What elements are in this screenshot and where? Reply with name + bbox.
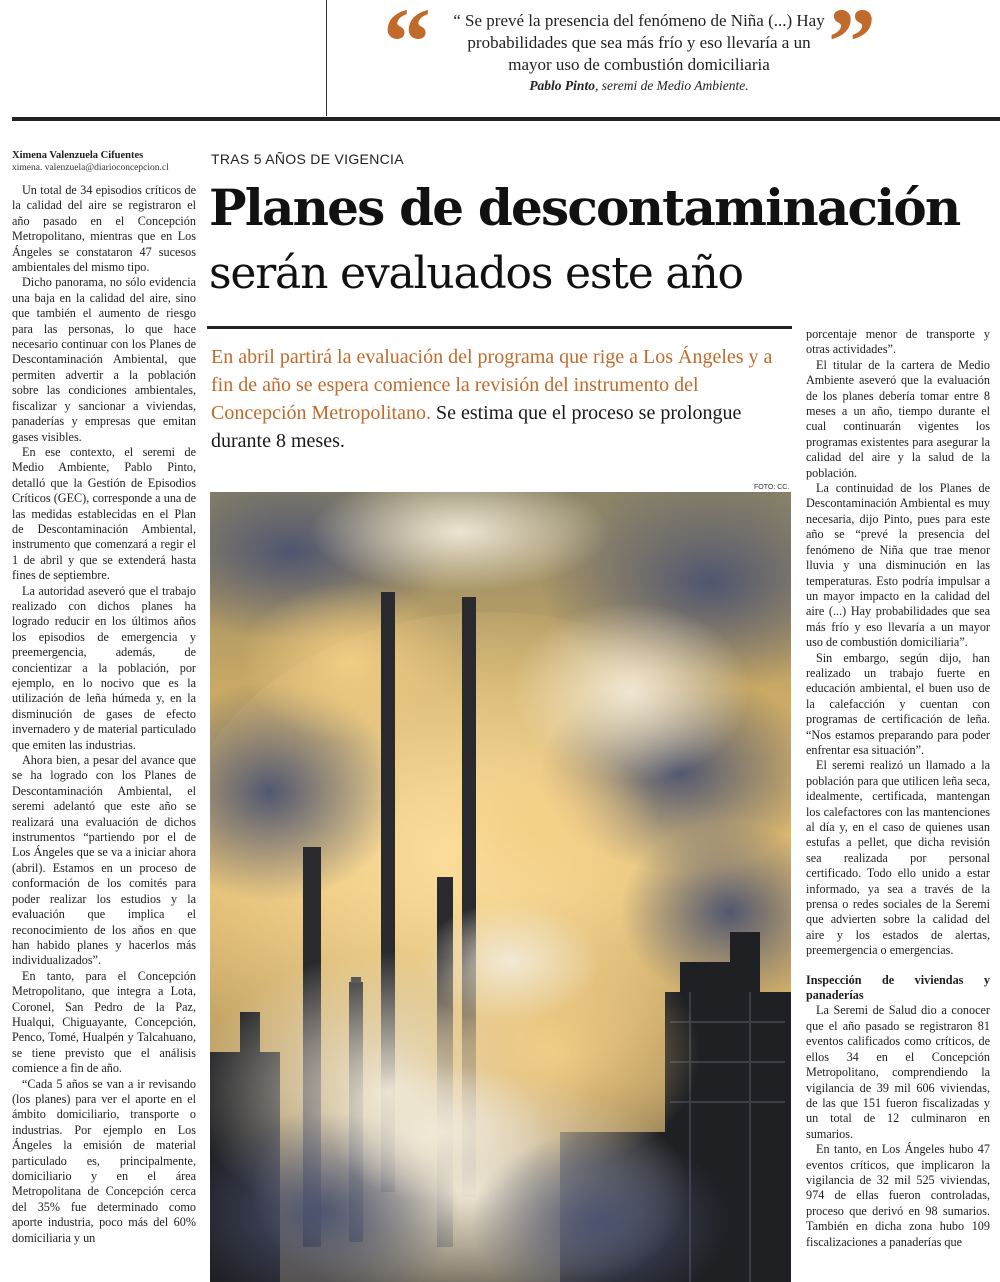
deck-rule (207, 326, 792, 329)
paragraph: “Cada 5 años se van a ir revisando (los planes) para ver el aporte en el ámbito domiciliario, transporte o industrias. Por ejemplo en Los Ángeles la emisión de material particulado es, principalmente, domiciliario y en el área Metropolitana de Concepción cerca del 35% fue determinado como aporte industria, poco más del 60% domiciliaria y un (12, 1076, 196, 1245)
paragraph: En ese contexto, el seremi de Medio Ambiente, Pablo Pinto, detalló que la Gestión de Episodios Críticos (GEC), corresponde a una de las medidas establecidas en el Plan de Descontaminación Ambiental, instrumento que comenzará a regir el 1 de abril y que se extenderá hasta fines de septiembre. (12, 444, 196, 583)
paragraph: La autoridad aseveró que el trabajo realizado con dichos planes ha logrado reducir en los últimos años los episodios de emergencia y preemergencia, además, de concientizar a la población, por ejemplo, en lo nocivo que es la utilización de leña húmeda y, en la disminución de gases de efecto invernadero y de material particulado que emiten las industrias. (12, 583, 196, 752)
paragraph: Sin embargo, según dijo, han realizado un trabajo fuerte en educación ambiental, el buen uso de la calefacción y cuentan con programas de certificación de leña. “Nos estamos preparando para poder enfrentar esa situación”. (806, 650, 990, 757)
byline-email[interactable]: ximena. valenzuela@diarioconcepcion.cl (12, 163, 169, 173)
subhead: Inspección de viviendas y panaderías (806, 972, 990, 1003)
paragraph: La Seremi de Salud dio a conocer que el año pasado se registraron 81 eventos calificados como críticos, de ellos 34 en el Concepción Metropolitano, comprendiendo la vigilancia de 39 mil 606 viviendas, de las que 151 fueron fiscalizadas y un total de 12 culminaron en sumarios. (806, 1003, 990, 1141)
kicker: TRAS 5 AÑOS DE VIGENCIA (211, 151, 404, 167)
paragraph: En tanto, en Los Ángeles hubo 47 eventos críticos, que implicaron la vigilancia de 32 mil 525 viviendas, 974 de ellas fueron controladas, proceso que derivó en 98 sumarios. También en dicha zona hubo 109 fiscalizaciones a panaderías que (806, 1142, 990, 1249)
top-rule (12, 117, 1000, 121)
close-quote-icon: ” (828, 0, 876, 95)
pull-quote (0, 0, 1000, 118)
headline-line-1: Planes de descontaminación (209, 178, 960, 237)
paragraph: La continuidad de los Planes de Descontaminación Ambiental es muy necesaria, dijo Pinto, pues para este año se “prevé la presencia del fenómeno de Niña que trae menor lluvia y una disminución en las temperaturas. Esto podría impulsar a un mayor impacto en la calidad del aire (...) Hay probabilidades que sea más frío y eso llevaría a un mayor uso de combustión domiciliaria”. (806, 481, 990, 650)
paragraph: El titular de la cartera de Medio Ambiente aseveró que la evaluación de los planes debería tomar entre 8 meses a un año, tiempo durante el cual continuarán vigentes los programas existentes para asegurar la calidad del aire y la salud de la población. (806, 357, 990, 480)
paragraph: En tanto, para el Concepción Metropolitano, que integra a Lota, Coronel, San Pedro de la Paz, Hualqui, Chiguayante, Concepción, Penco, Tomé, Hualpén y Talcahuano, se tiene previsto que el análisis comience a fin de año. (12, 968, 196, 1076)
paragraph: Dicho panorama, no sólo evidencia una baja en la calidad del aire, sino que también el aumento de riesgo para las personas, lo que hace necesario continuar con los Planes de Descontaminación Ambiental, que permiten advertir a la población sobre las condiciones ambientales, fiscalizar y sancionar a viviendas, panaderías y empresas que emitan gases visibles. (12, 275, 196, 444)
photo-credit: FOTO: CC. (754, 484, 790, 491)
deck (211, 343, 791, 455)
open-quote-icon: “ (383, 0, 431, 95)
paragraph: Un total de 34 episodios críticos de la calidad del aire se registraron el año pasado en el Concepción Metropolitano, mientras que en Los Ángeles se constataron 47 sucesos ambientales del mismo tipo. (12, 183, 196, 275)
quote-text: “ Se prevé la presencia del fenómeno de Niña (...) Hay probabilidades que sea más frío y eso llevaría a un mayor uso de combustión domiciliaria (453, 11, 825, 74)
quote-author-name: Pablo Pinto (529, 78, 595, 93)
quote-divider (326, 0, 327, 116)
headline-line-2: serán evaluados este año (209, 248, 743, 299)
photo-industrial-chimneys (210, 492, 791, 1282)
body-column-left (12, 183, 196, 1282)
quote-author (448, 78, 830, 94)
deck-rest: Se estima que el proceso se prolongue durante 8 meses. (211, 402, 742, 452)
quote-author-role: , seremi de Medio Ambiente. (594, 78, 749, 93)
deck-lead: En abril partirá la evaluación del programa que rige a Los Ángeles y a fin de año se espera comience la revisión del instrumento del Concepción Metropolitano. (211, 346, 773, 424)
photo-illustration (210, 492, 791, 1282)
byline-name: Ximena Valenzuela Cifuentes (12, 150, 144, 161)
body-column-right (806, 327, 990, 1282)
paragraph: El seremi realizó un llamado a la población para que utilicen leña seca, idealmente, certificada, mantengan los calefactores con las mantenciones al día y, en el caso de quienes usan estufas a pellet, que dicha revisión sea realizada por personal certificado. Todo ello unido a estar informado, ya sea a través de la prensa o redes sociales de la Seremi que advierten sobre la calidad del aire y los estados de alertas, preemergencia o emergencias. (806, 758, 990, 958)
paragraph: Ahora bien, a pesar del avance que se ha logrado con los Planes de Descontaminación Ambiental, el seremi adelantó que este año se realizará una evaluación de dichos instrumentos “partiendo por el de Los Ángeles que se va a iniciar ahora (abril). Estamos en un proceso de conformación de los comités para poder realizar los estudios y la evaluación que implica el reconocimiento de los años en que han habido planes y hacerlos más individualizados”. (12, 753, 196, 968)
paragraph: porcentaje menor de transporte y otras actividades”. (806, 327, 990, 357)
